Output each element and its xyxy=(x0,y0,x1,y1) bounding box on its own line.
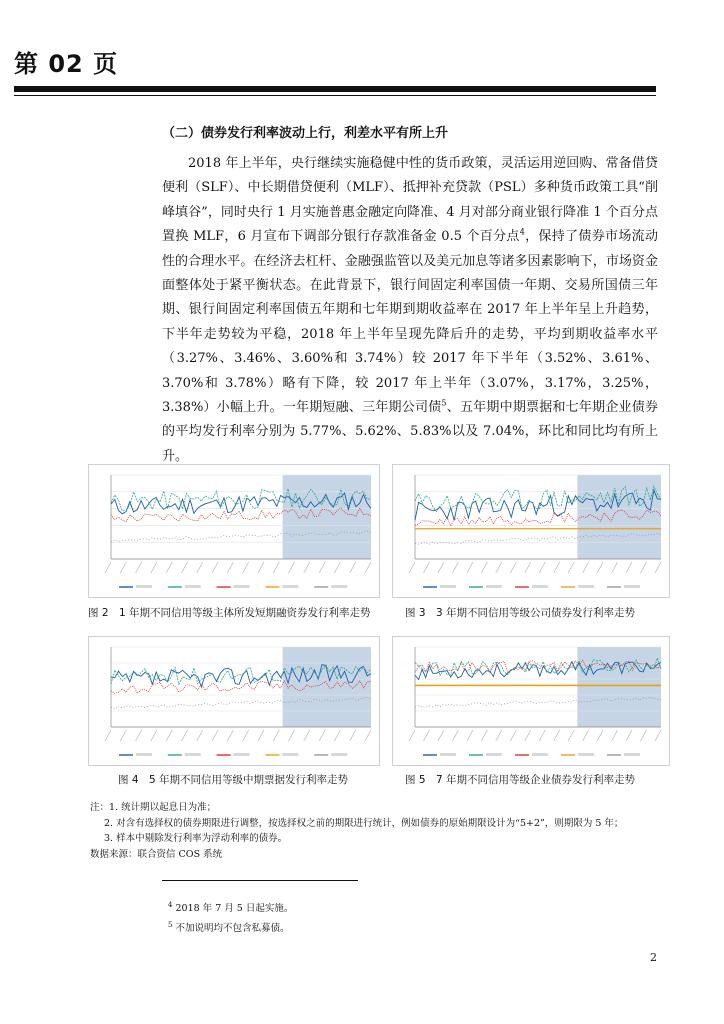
footnote-5 xyxy=(168,917,293,937)
x-tick xyxy=(227,562,233,573)
x-tick xyxy=(243,730,249,741)
page-header: 第 02 页 xyxy=(14,50,119,78)
x-tick xyxy=(197,562,203,573)
x-tick xyxy=(350,562,356,573)
x-tick xyxy=(452,562,458,573)
x-tick xyxy=(467,562,473,573)
figure-4-chart xyxy=(88,636,380,766)
x-tick xyxy=(452,730,458,741)
x-tick xyxy=(212,730,218,741)
legend-label-placeholder xyxy=(578,753,594,756)
x-tick xyxy=(151,730,157,741)
x-tick xyxy=(334,562,340,573)
x-tick xyxy=(655,730,661,741)
footnote-5-mark: 5 xyxy=(168,921,173,930)
figure-2-chart xyxy=(88,464,380,598)
legend-label-placeholder xyxy=(331,585,347,588)
x-tick xyxy=(304,562,310,573)
x-tick xyxy=(481,562,487,573)
legend-label-placeholder xyxy=(282,753,298,756)
body-text-part-2: ，保持了债券市场流动性的合理水平。在经济去杠杆、金融强监管以及美元加息等诸多因素影响下，市场资金面整体处于紧平衡状态。在此背景下，银行间固定利率国债一年期、交易所国债三年期、银行间固定利率国债五年期和七年期到期收益率在 2017 年上半年呈上升趋势，下半年走势较为平稳，2018 年上半年呈现先降后升的走势，平均到期收益率水平（3.27%、3.46%、3.60%和 3.74%）较 2017 年下半年（3.52%、3.61%、3.70%和 3.78%）略有下降，较 2017 年上半年（3.07%，3.17%，3.25%，3.38%）小幅上升。一年期短融、三年期公司债 xyxy=(162,229,658,416)
x-tick xyxy=(626,730,632,741)
footnote-4-text: 2018 年 7 月 5 日起实施。 xyxy=(172,903,294,915)
footnote-4 xyxy=(168,897,293,917)
footnotes xyxy=(168,897,293,937)
x-tick xyxy=(136,562,142,573)
x-tick xyxy=(568,562,574,573)
legend-label-placeholder xyxy=(331,753,347,756)
x-tick xyxy=(319,562,325,573)
x-tick xyxy=(583,562,589,573)
section-title: （二）债券发行利率波动上行，利差水平有所上升 xyxy=(162,126,449,141)
legend-label-placeholder xyxy=(136,753,152,756)
x-tick xyxy=(120,730,126,741)
body-text-part-1: 2018 年上半年，央行继续实施稳健中性的货币政策，灵活运用逆回购、常备借贷便利（SLF）、中长期借贷便利（MLF）、抵押补充贷款（PSL）多种货币政策工具“削峰填谷”，同时央行 1 月实施普惠金融定向降准、4 月对部分商业银行降准 1 个百分点置换 MLF，6 月宣布下调部分银行存款准备金 0.5 个百分点 xyxy=(162,156,658,245)
x-tick xyxy=(350,730,356,741)
x-tick xyxy=(496,562,502,573)
x-tick xyxy=(510,730,516,741)
x-tick xyxy=(166,562,172,573)
x-tick xyxy=(438,730,444,741)
legend-label-placeholder xyxy=(532,585,548,588)
figure-2-svg xyxy=(89,465,379,597)
x-tick xyxy=(554,730,560,741)
notes-block xyxy=(90,800,700,862)
x-tick xyxy=(409,730,415,741)
x-tick xyxy=(438,562,444,573)
header-rule-thick xyxy=(14,86,656,92)
page-number: 2 xyxy=(650,951,657,964)
body-paragraph xyxy=(162,152,658,469)
x-tick xyxy=(423,562,429,573)
x-tick xyxy=(496,730,502,741)
footnote-4-mark: 4 xyxy=(168,901,173,909)
x-tick xyxy=(136,730,142,741)
x-tick xyxy=(181,562,187,573)
x-tick xyxy=(539,730,545,741)
footnote-rule xyxy=(162,880,358,881)
figure-3-caption: 图 3 3 年期不同信用等级公司债券发行利率走势 xyxy=(405,607,636,619)
legend-label-placeholder xyxy=(185,753,201,756)
note-2: 2. 对含有选择权的债券期限进行调整，按选择权之前的期限进行统计，例如债券的原始期限设计为“5+2”，则期限为 5 年； xyxy=(104,817,624,829)
figure-2-caption: 图 2 1 年期不同信用等级主体所发短期融资券发行利率走势 xyxy=(88,607,371,619)
x-tick xyxy=(365,730,371,741)
legend-label-placeholder xyxy=(440,753,456,756)
footnote-ref-5[interactable]: 5 xyxy=(441,398,447,408)
legend-label-placeholder xyxy=(486,585,502,588)
x-tick xyxy=(510,562,516,573)
figure-5-caption: 图 5 7 年期不同信用等级企业债券发行利率走势 xyxy=(405,774,636,786)
x-tick xyxy=(539,562,545,573)
x-tick xyxy=(166,730,172,741)
x-tick xyxy=(597,730,603,741)
x-tick xyxy=(258,730,264,741)
note-head: 注：1. 统计期以起息日为准； xyxy=(90,802,217,813)
legend-label-placeholder xyxy=(282,585,298,588)
figure-5-svg xyxy=(393,637,669,765)
legend-label-placeholder xyxy=(185,585,201,588)
legend-label-placeholder xyxy=(440,585,456,588)
x-tick xyxy=(273,730,279,741)
x-tick xyxy=(641,562,647,573)
footnote-ref-4[interactable]: 4 xyxy=(519,227,525,237)
legend-label-placeholder xyxy=(532,753,548,756)
highlight-band xyxy=(577,475,661,559)
footnote-5-text: 不加说明均不包含私募债。 xyxy=(172,923,290,935)
figure-4-caption: 图 4 5 年期不同信用等级中期票据发行利率走势 xyxy=(118,774,349,786)
x-tick xyxy=(258,562,264,573)
x-tick xyxy=(273,562,279,573)
x-tick xyxy=(568,730,574,741)
highlight-band xyxy=(283,647,371,727)
x-tick xyxy=(423,730,429,741)
x-tick xyxy=(243,562,249,573)
highlight-band xyxy=(283,475,371,559)
x-tick xyxy=(641,730,647,741)
x-tick xyxy=(227,730,233,741)
x-tick xyxy=(289,730,295,741)
x-tick xyxy=(105,562,111,573)
x-tick xyxy=(525,562,531,573)
figure-5-chart xyxy=(392,636,670,766)
x-tick xyxy=(105,730,111,741)
data-source: 数据来源：联合资信 COS 系统 xyxy=(90,848,223,860)
x-tick xyxy=(197,730,203,741)
x-tick xyxy=(151,562,157,573)
body-text-part-3: 、五年期中期票据和七年期企业债券的平均发行利率分别为 5.77%、5.62%、5.83%以及 7.04%，环比和同比均有所上升。 xyxy=(162,400,658,464)
x-tick xyxy=(583,730,589,741)
x-tick xyxy=(319,730,325,741)
legend-label-placeholder xyxy=(578,585,594,588)
x-tick xyxy=(334,730,340,741)
x-tick xyxy=(304,730,310,741)
x-tick xyxy=(289,562,295,573)
x-tick xyxy=(212,562,218,573)
x-tick xyxy=(481,730,487,741)
x-tick xyxy=(181,730,187,741)
header-rule-thin xyxy=(14,95,656,96)
figure-3-svg xyxy=(393,465,669,597)
x-tick xyxy=(525,730,531,741)
legend-label-placeholder xyxy=(136,585,152,588)
x-tick xyxy=(612,562,618,573)
figure-4-svg xyxy=(89,637,379,765)
x-tick xyxy=(365,562,371,573)
legend-label-placeholder xyxy=(624,585,640,588)
legend-label-placeholder xyxy=(486,753,502,756)
x-tick xyxy=(554,562,560,573)
x-tick xyxy=(120,562,126,573)
legend-label-placeholder xyxy=(234,585,250,588)
x-tick xyxy=(597,562,603,573)
x-tick xyxy=(409,562,415,573)
figure-3-chart xyxy=(392,464,670,598)
x-tick xyxy=(612,730,618,741)
x-tick xyxy=(467,730,473,741)
x-tick xyxy=(655,562,661,573)
highlight-band xyxy=(577,647,661,727)
legend-label-placeholder xyxy=(234,753,250,756)
legend-label-placeholder xyxy=(624,753,640,756)
note-3: 3. 样本中剔除发行利率为浮动利率的债券。 xyxy=(104,833,288,844)
x-tick xyxy=(626,562,632,573)
